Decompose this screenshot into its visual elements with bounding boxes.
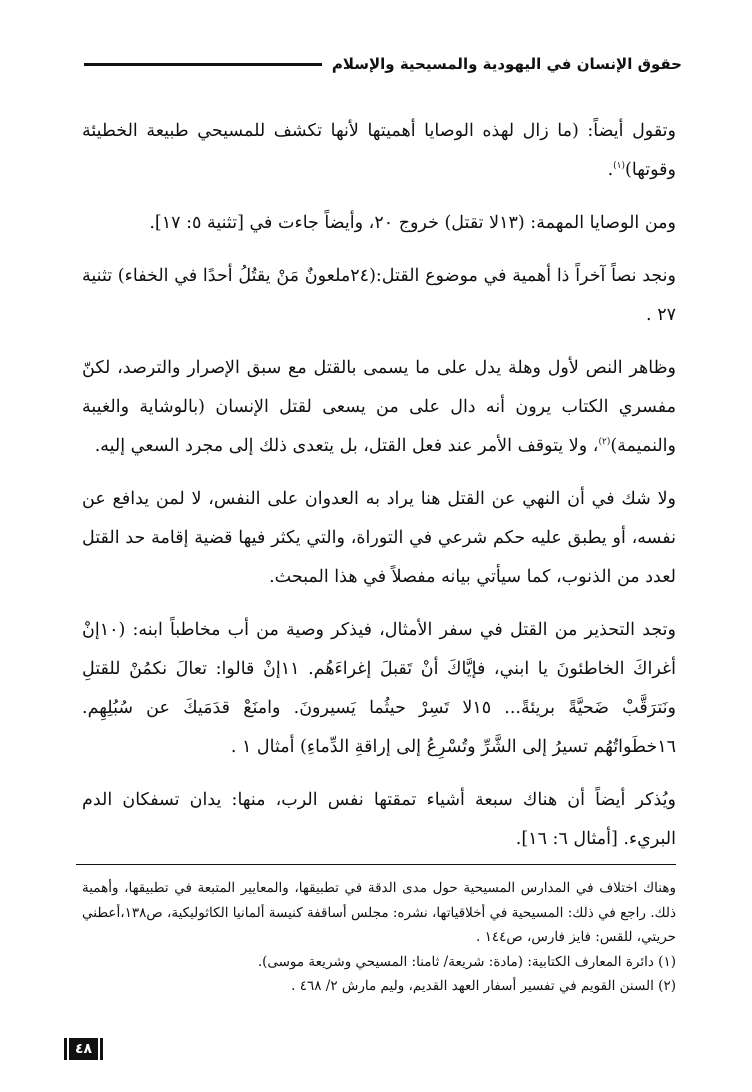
footnote-separator [76,864,676,865]
paragraph-4-text: وظاهر النص لأول وهلة يدل على ما يسمى بالقتل مع سبق الإصرار والترصد، لكنّ مفسري الكتاب يرون أنه دال على من يسعى لقتل الإنسان (بالوشاية والغيبة والنميمة) [82,358,676,456]
paragraph-5: ولا شك في أن النهي عن القتل هنا يراد به العدوان على النفس، لا لمن يدافع عن نفسه، أو يطبق عليه حكم شرعي في التوراة، والتي يكثر فيها قضية إقامة حد القتل لعدد من الذنوب، كما سيأتي بيانه مفصلاً في هذا المبحث. [82,489,676,587]
paragraph-7: ويُذكر أيضاً أن هناك سبعة أشياء تمقتها نفس الرب، منها: يدان تسفكان الدم البريء. [أمثال ٦: ١٦]. [82,790,676,849]
footnote-ref-1: (١) [613,161,626,172]
footnote-ref-2: (٢) [598,437,611,448]
paragraph-3: ونجد نصاً آخراً ذا أهمية في موضوع القتل:(٢٤ملعونٌ مَنْ يقتُلُ أحدًا في الخفاء) تثنية ٢٧ . [82,266,677,325]
footnotes [82,876,676,999]
header-title: حقوق الإنسان في اليهودية والمسيحية والإسلام [331,55,682,73]
body-text [82,112,676,869]
page-number-bar-left [100,1038,103,1060]
header-rule [84,63,322,66]
paragraph-1-end: . [607,160,614,180]
page-number-value: ٤٨ [69,1038,98,1060]
paragraph-1 [82,112,676,190]
paragraph-1-text: وتقول أيضاً: (ما زال لهذه الوصايا أهميتها لأنها تكشف للمسيحي طبيعة الخطيئة وقوتها) [82,121,676,180]
footnote-continuation: وهناك اختلاف في المدارس المسيحية حول مدى الدقة في تطبيقها، والمعايير المتبعة في تطبيقها، وأهمية ذلك. راجع في ذلك: المسيحية في أخلاقياتها، نشره: مجلس أساقفة كنيسة ألمانيا الكاثوليكية، ص١٣٨،أعطني حريتي، للقس: فايز فارس، ص١٤٤ . [82,880,676,945]
footnote-1: (١) دائرة المعارف الكتابية: (مادة: شريعة/ ثامنا: المسيحي وشريعة موسى). [257,953,676,970]
running-header [84,52,682,76]
page-number [62,1038,105,1060]
paragraph-2: ومن الوصايا المهمة: (١٣لا تقتل) خروج ٢٠، وأيضاً جاءت في [تثنية ٥: ١٧]. [149,213,676,233]
paragraph-4-end: ، ولا يتوقف الأمر عند فعل القتل، بل يتعدى ذلك إلى مجرد السعي إليه. [94,436,599,456]
footnote-2: (٢) السنن القويم في تفسير أسفار العهد القديم، وليم مارش ٢/ ٤٦٨ . [291,978,676,994]
page-number-bar-right [64,1038,67,1060]
paragraph-4 [82,349,676,466]
paragraph-6: وتجد التحذير من القتل في سفر الأمثال، فيذكر وصية من أب مخاطباً ابنه: (١٠إنْ أغراكَ الخاطئونَ يا ابني، فإيَّاكَ أنْ تَقبلَ إغراءَهُم. ١١إنْ قالوا: تعالَ نكمُنْ للقتلِ ونَترَقَّبْ ضَحيَّةً بريئةً... ١٥لا تَسِرْ حيثُما يَسيرونَ. وامنَعْ قدَمَيكَ عن سُبُلِهِم. ١٦خطَواتُهُم تسيرُ إلى الشَّرِّ وتُسْرِعُ إلى إراقةِ الدِّماءِ) أمثال ١ . [82,620,677,757]
